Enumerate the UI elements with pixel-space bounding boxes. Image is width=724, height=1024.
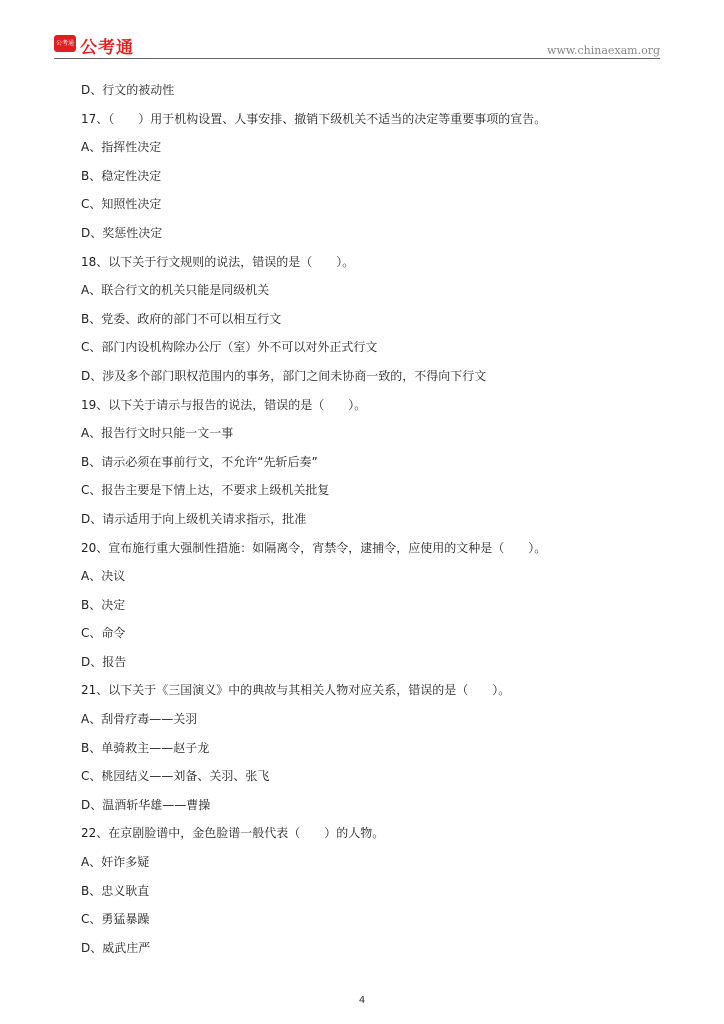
answer-option: A、奸诈多疑: [81, 855, 150, 870]
answer-option: B、单骑救主——赵子龙: [81, 740, 210, 755]
answer-option: B、请示必须在事前行文，不允许“先斩后奏”: [81, 454, 318, 469]
answer-option: B、稳定性决定: [81, 168, 162, 183]
answer-option: B、党委、政府的部门不可以相互行文: [81, 311, 282, 326]
question-stem: 19、以下关于请示与报告的说法，错误的是（ ）。: [81, 397, 367, 412]
answer-option: A、刮骨疗毒——关羽: [81, 712, 198, 727]
answer-option: B、决定: [81, 597, 126, 612]
question-stem: 17、（ ）用于机构设置、人事安排、撤销下级机关不适当的决定等重要事项的宣告。: [81, 111, 547, 126]
answer-option: D、报告: [81, 654, 127, 669]
answer-option: D、奖惩性决定: [81, 225, 163, 240]
answer-option: D、温酒斩华雄——曹操: [81, 797, 211, 812]
answer-option: B、忠义耿直: [81, 883, 150, 898]
header-divider: [54, 58, 660, 59]
question-stem: 20、宣布施行重大强制性措施：如隔离令，宵禁令，逮捕令，应使用的文种是（ ）。: [81, 540, 547, 555]
document-body: [81, 76, 671, 962]
answer-option: C、部门内设机构除办公厅（室）外不可以对外正式行文: [81, 340, 378, 355]
question-stem: 18、以下关于行文规则的说法，错误的是（ ）。: [81, 254, 355, 269]
page-number: 4: [358, 995, 366, 1006]
answer-option: D、涉及多个部门职权范围内的事务，部门之间未协商一致的，不得向下行文: [81, 368, 487, 383]
answer-option: A、联合行文的机关只能是同级机关: [81, 283, 270, 298]
answer-option: A、决议: [81, 569, 126, 584]
answer-option: C、桃园结义——刘备、关羽、张飞: [81, 769, 270, 784]
answer-option: D、威武庄严: [81, 940, 151, 955]
logo-icon: 公考通: [54, 35, 76, 52]
answer-option: C、命令: [81, 626, 126, 641]
answer-option: C、报告主要是下情上达，不要求上级机关批复: [81, 483, 330, 498]
question-stem: 22、在京剧脸谱中，金色脸谱一般代表（ ）的人物。: [81, 826, 385, 841]
answer-option: A、指挥性决定: [81, 140, 162, 155]
answer-option: D、请示适用于向上级机关请求指示，批准: [81, 511, 307, 526]
question-stem: 21、以下关于《三国演义》中的典故与其相关人物对应关系，错误的是（ ）。: [81, 683, 511, 698]
answer-option: D、行文的被动性: [81, 83, 175, 97]
answer-option: A、报告行文时只能一文一事: [81, 426, 234, 441]
answer-option: C、勇猛暴躁: [81, 912, 150, 927]
logo-text: 公考通: [80, 38, 134, 58]
site-url: www.chinaexam.org: [547, 44, 660, 57]
answer-option: C、知照性决定: [81, 197, 162, 212]
page-header: [0, 0, 724, 60]
